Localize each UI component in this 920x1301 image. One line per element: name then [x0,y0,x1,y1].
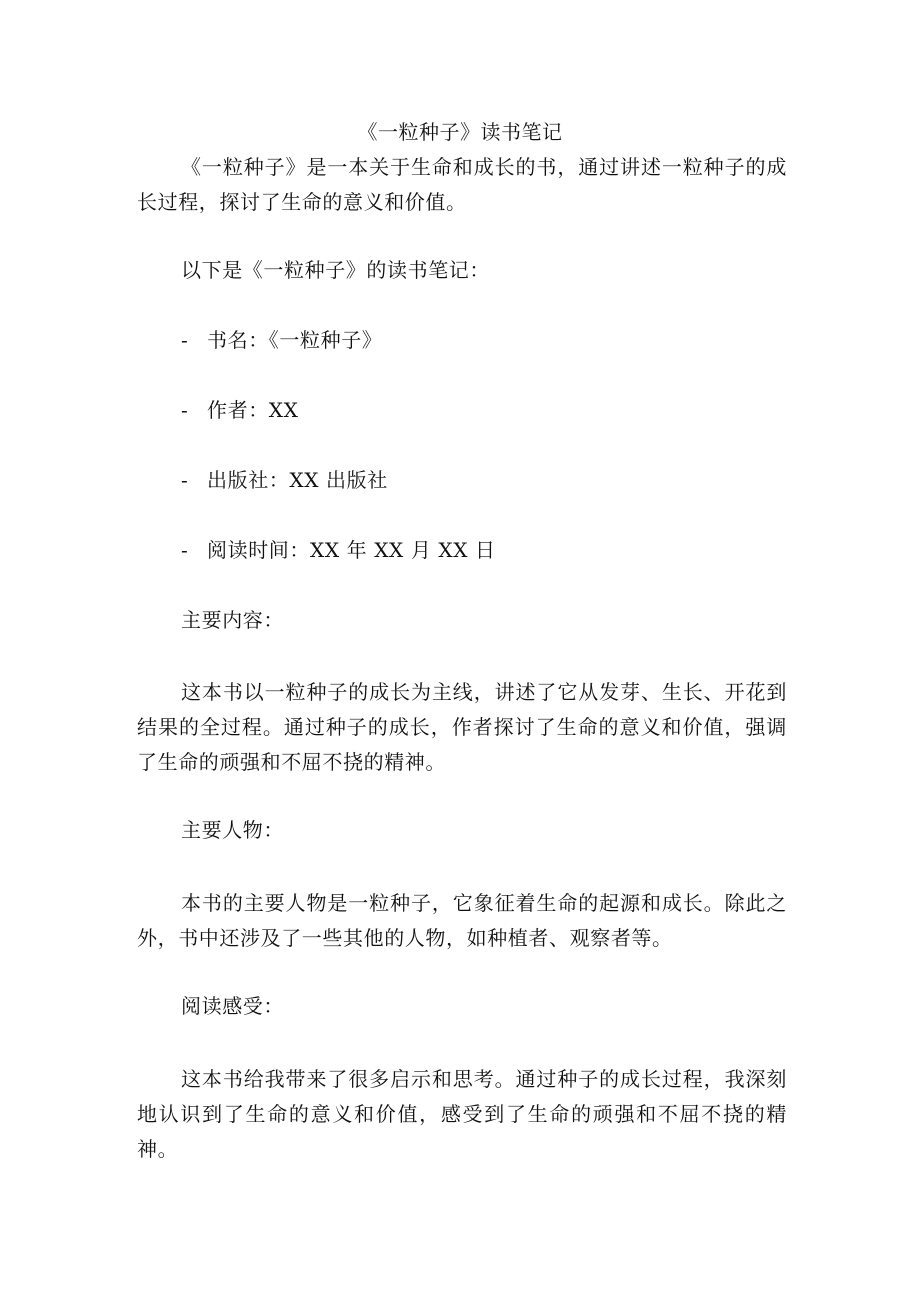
list-item-book-name [181,326,382,354]
list-item-reading-time [181,536,496,564]
section-heading-feelings: 阅读感受： [181,994,284,1018]
section-heading-content: 主要内容： [181,608,284,632]
intro-paragraph: 《一粒种子》是一本关于生命和成长的书，通过讲述一粒种子的成长过程，探讨了生命的意义和价值。 [137,155,787,214]
list-item-author [181,396,298,424]
list-item-text: 出版社：XX 出版社 [207,468,388,492]
list-item-text: 作者：XX [207,398,299,422]
section-body-feelings: 这本书给我带来了很多启示和思考。通过种子的成长过程，我深刻地认识到了生命的意义和价值，感受到了生命的顽强和不屈不挠的精神。 [137,1067,787,1161]
list-item-publisher [181,466,388,494]
list-dash: - [181,538,189,562]
list-dash: - [181,328,189,352]
notes-lead: 以下是《一粒种子》的读书笔记： [181,258,490,282]
list-item-text: 阅读时间：XX 年 XX 月 XX 日 [207,538,496,562]
list-dash: - [181,398,189,422]
section-heading-characters: 主要人物： [181,818,284,842]
list-dash: - [181,468,189,492]
section-body-characters: 本书的主要人物是一粒种子，它象征着生命的起源和成长。除此之外，书中还涉及了一些其他的人物，如种植者、观察者等。 [137,891,787,950]
list-item-text: 书名：《一粒种子》 [207,328,383,352]
section-body-content: 这本书以一粒种子的成长为主线，讲述了它从发芽、生长、开花到结果的全过程。通过种子的成长，作者探讨了生命的意义和价值，强调了生命的顽强和不屈不挠的精神。 [137,680,787,774]
document-title: 《一粒种子》读书笔记 [357,120,563,144]
